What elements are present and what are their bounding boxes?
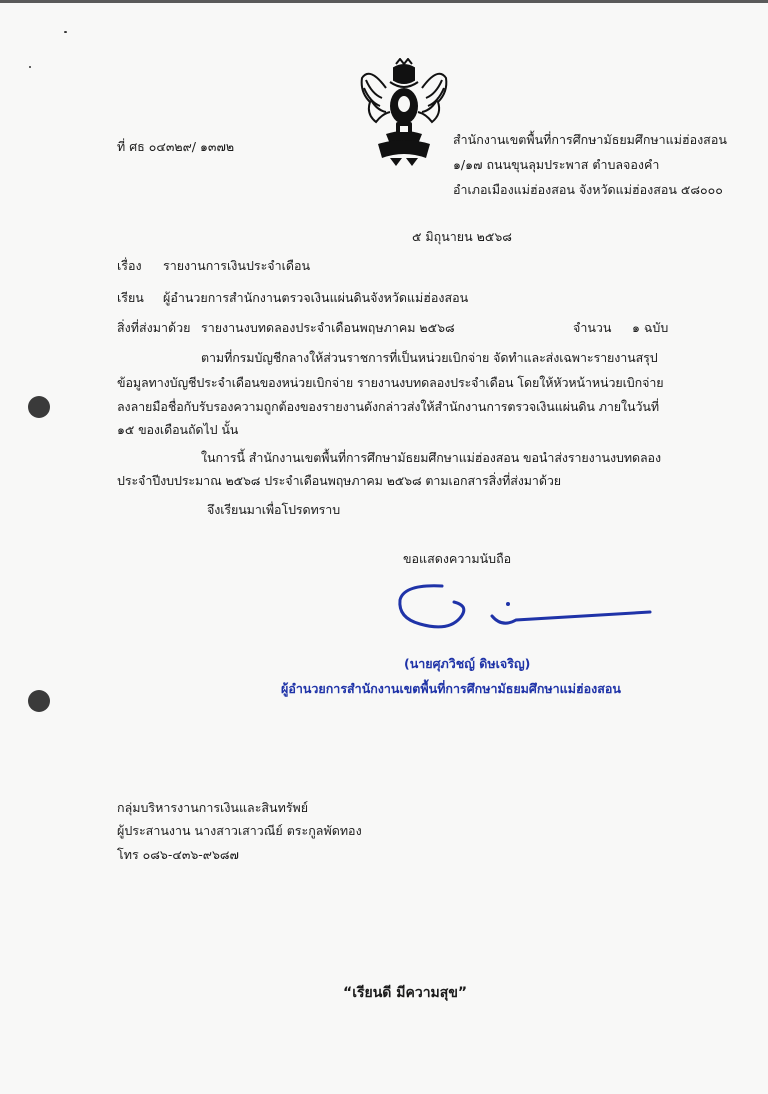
enclosure-text: รายงานงบทดลองประจำเดือนพฤษภาคม ๒๕๖๘: [201, 320, 455, 335]
punch-hole: [28, 396, 50, 418]
enclosure-qty-label: จำนวน: [573, 320, 612, 335]
org-name: สำนักงานเขตพื้นที่การศึกษามัธยมศึกษาแม่ฮ่องสอน: [453, 132, 727, 147]
subject-text: รายงานการเงินประจำเดือน: [163, 258, 311, 273]
body-para1-line: ตามที่กรมบัญชีกลางให้ส่วนราชการที่เป็นหน่วยเบิกจ่าย จัดทำและส่งเฉพาะรายงานสรุป: [201, 350, 658, 365]
signer-name: (นายศุภวิชญ์ ดิษเจริญ): [404, 656, 531, 671]
motto: “เรียนดี มีความสุข”: [343, 985, 468, 1001]
footer-phone: โทร ๐๘๖-๔๓๖-๙๖๘๗: [117, 847, 239, 862]
footer-coordinator: ผู้ประสานงาน นางสาวเสาวณีย์ ตระกูลพัดทอง: [117, 823, 362, 838]
subject-label: เรื่อง: [117, 258, 142, 273]
footer-dept: กลุ่มบริหารงานการเงินและสินทรัพย์: [117, 800, 309, 815]
garuda-emblem-icon: [356, 58, 452, 166]
body-para2-line: ในการนี้ สำนักงานเขตพื้นที่การศึกษามัธยมศึกษาแม่ฮ่องสอน ขอนำส่งรายงานงบทดลอง: [201, 450, 661, 465]
enclosure-label: สิ่งที่ส่งมาด้วย: [117, 320, 191, 335]
scan-speck: [29, 66, 31, 68]
body-para2-line: ประจำปีงบประมาณ ๒๕๖๘ ประจำเดือนพฤษภาคม ๒๕๖๘ ตามเอกสารสิ่งที่ส่งมาด้วย: [117, 473, 562, 488]
closing-salutation: ขอแสดงความนับถือ: [403, 551, 512, 566]
reference-number: ที่ ศธ ๐๔๓๒๙/ ๑๓๗๒: [117, 139, 235, 154]
body-para1-line: ๑๕ ของเดือนถัดไป นั้น: [117, 422, 239, 437]
letter-date: ๕ มิถุนายน ๒๕๖๘: [412, 229, 512, 244]
body-para1-line: ลงลายมือชื่อกับรับรองความถูกต้องของรายงานดังกล่าวส่งให้สำนักงานการตรวจเงินแผ่นดิน ภายในวันที่: [117, 399, 659, 414]
signature: [392, 582, 662, 646]
org-district: อำเภอเมืองแม่ฮ่องสอน จังหวัดแม่ฮ่องสอน ๕๘๐๐๐: [453, 182, 723, 197]
body-para1-line: ข้อมูลทางบัญชีประจำเดือนของหน่วยเบิกจ่าย รายงานงบทดลองประจำเดือน โดยให้หัวหน้าหน่วยเบิกจ่าย: [117, 375, 664, 390]
scan-edge: [0, 0, 768, 3]
addressee-text: ผู้อำนวยการสำนักงานตรวจเงินแผ่นดินจังหวัดแม่ฮ่องสอน: [163, 290, 469, 305]
addressee-label: เรียน: [117, 290, 144, 305]
body-para3: จึงเรียนมาเพื่อโปรดทราบ: [207, 502, 341, 517]
enclosure-qty: ๑ ฉบับ: [632, 320, 669, 335]
punch-hole: [28, 690, 50, 712]
org-address: ๑/๑๗ ถนนขุนลุมประพาส ตำบลจองคำ: [453, 157, 660, 172]
scan-speck: [64, 31, 67, 33]
signer-title: ผู้อำนวยการสำนักงานเขตพื้นที่การศึกษามัธยมศึกษาแม่ฮ่องสอน: [281, 681, 621, 696]
